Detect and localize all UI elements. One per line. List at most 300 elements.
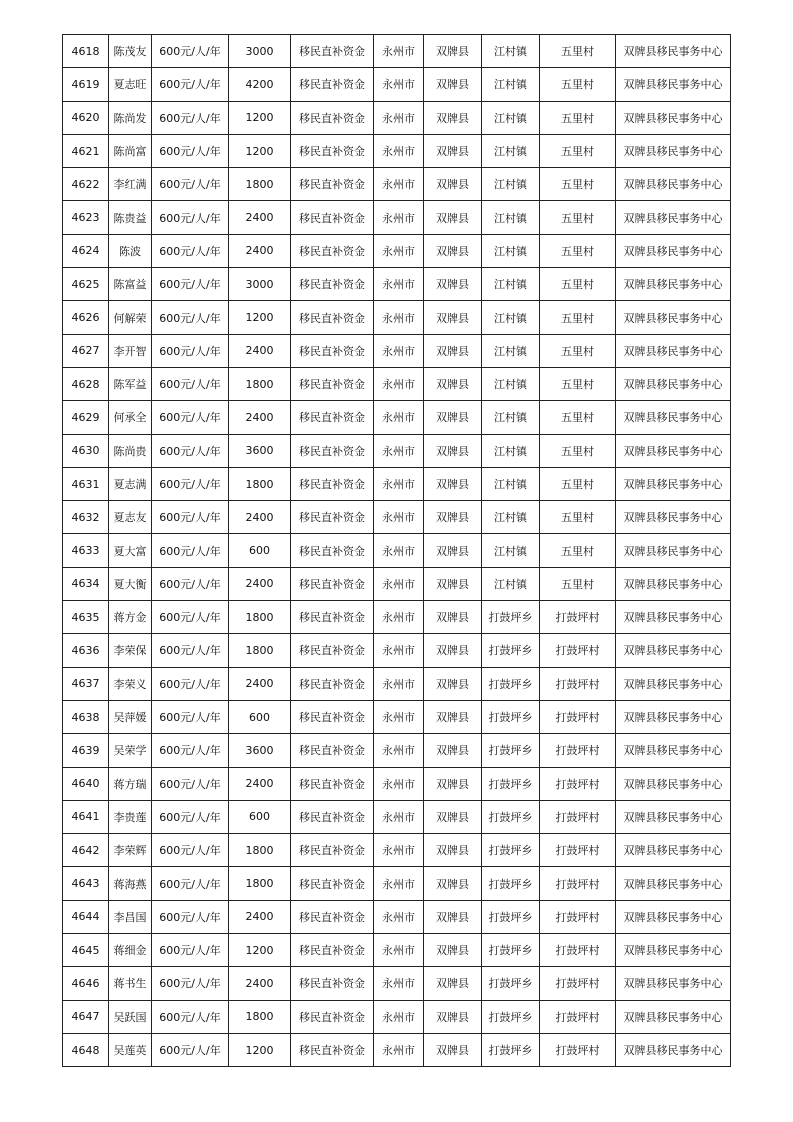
table-row bbox=[63, 268, 731, 301]
subsidy-standard-cell: 600元/人/年 bbox=[152, 501, 229, 534]
amount-cell: 1800 bbox=[229, 168, 291, 201]
town-cell: 江村镇 bbox=[482, 567, 540, 600]
record-id-cell: 4638 bbox=[63, 700, 109, 733]
record-id-cell: 4624 bbox=[63, 234, 109, 267]
table-row bbox=[63, 434, 731, 467]
village-cell: 打鼓坪村 bbox=[540, 700, 616, 733]
person-name-cell: 陈贵益 bbox=[109, 201, 152, 234]
subsidy-standard-cell: 600元/人/年 bbox=[152, 401, 229, 434]
record-id-cell: 4647 bbox=[63, 1000, 109, 1033]
county-cell: 双牌县 bbox=[424, 800, 482, 833]
village-cell: 打鼓坪村 bbox=[540, 967, 616, 1000]
city-cell: 永州市 bbox=[374, 667, 424, 700]
village-cell: 五里村 bbox=[540, 301, 616, 334]
amount-cell: 2400 bbox=[229, 234, 291, 267]
amount-cell: 1800 bbox=[229, 601, 291, 634]
fund-type-cell: 移民直补资金 bbox=[291, 101, 374, 134]
town-cell: 打鼓坪乡 bbox=[482, 634, 540, 667]
table-row bbox=[63, 68, 731, 101]
record-id-cell: 4643 bbox=[63, 867, 109, 900]
fund-type-cell: 移民直补资金 bbox=[291, 268, 374, 301]
city-cell: 永州市 bbox=[374, 934, 424, 967]
amount-cell: 3600 bbox=[229, 734, 291, 767]
record-id-cell: 4621 bbox=[63, 134, 109, 167]
village-cell: 五里村 bbox=[540, 501, 616, 534]
person-name-cell: 陈尚贵 bbox=[109, 434, 152, 467]
town-cell: 江村镇 bbox=[482, 301, 540, 334]
agency-cell: 双牌县移民事务中心 bbox=[616, 834, 731, 867]
subsidy-standard-cell: 600元/人/年 bbox=[152, 334, 229, 367]
amount-cell: 4200 bbox=[229, 68, 291, 101]
person-name-cell: 蒋书生 bbox=[109, 967, 152, 1000]
table-row bbox=[63, 767, 731, 800]
village-cell: 打鼓坪村 bbox=[540, 767, 616, 800]
town-cell: 江村镇 bbox=[482, 334, 540, 367]
table-row bbox=[63, 401, 731, 434]
subsidy-standard-cell: 600元/人/年 bbox=[152, 567, 229, 600]
agency-cell: 双牌县移民事务中心 bbox=[616, 301, 731, 334]
county-cell: 双牌县 bbox=[424, 434, 482, 467]
record-id-cell: 4645 bbox=[63, 934, 109, 967]
village-cell: 五里村 bbox=[540, 35, 616, 68]
amount-cell: 1800 bbox=[229, 367, 291, 400]
county-cell: 双牌县 bbox=[424, 1033, 482, 1066]
city-cell: 永州市 bbox=[374, 1000, 424, 1033]
agency-cell: 双牌县移民事务中心 bbox=[616, 35, 731, 68]
fund-type-cell: 移民直补资金 bbox=[291, 601, 374, 634]
village-cell: 五里村 bbox=[540, 534, 616, 567]
village-cell: 打鼓坪村 bbox=[540, 1000, 616, 1033]
village-cell: 打鼓坪村 bbox=[540, 800, 616, 833]
person-name-cell: 李昌国 bbox=[109, 900, 152, 933]
city-cell: 永州市 bbox=[374, 334, 424, 367]
amount-cell: 1800 bbox=[229, 1000, 291, 1033]
town-cell: 江村镇 bbox=[482, 234, 540, 267]
person-name-cell: 夏大衡 bbox=[109, 567, 152, 600]
city-cell: 永州市 bbox=[374, 467, 424, 500]
city-cell: 永州市 bbox=[374, 867, 424, 900]
fund-type-cell: 移民直补资金 bbox=[291, 667, 374, 700]
subsidy-table bbox=[62, 34, 731, 1067]
person-name-cell: 吴萍媛 bbox=[109, 700, 152, 733]
city-cell: 永州市 bbox=[374, 168, 424, 201]
agency-cell: 双牌县移民事务中心 bbox=[616, 534, 731, 567]
record-id-cell: 4631 bbox=[63, 467, 109, 500]
person-name-cell: 陈军益 bbox=[109, 367, 152, 400]
county-cell: 双牌县 bbox=[424, 234, 482, 267]
county-cell: 双牌县 bbox=[424, 268, 482, 301]
county-cell: 双牌县 bbox=[424, 934, 482, 967]
town-cell: 打鼓坪乡 bbox=[482, 601, 540, 634]
agency-cell: 双牌县移民事务中心 bbox=[616, 401, 731, 434]
agency-cell: 双牌县移民事务中心 bbox=[616, 900, 731, 933]
person-name-cell: 夏志满 bbox=[109, 467, 152, 500]
record-id-cell: 4622 bbox=[63, 168, 109, 201]
subsidy-standard-cell: 600元/人/年 bbox=[152, 234, 229, 267]
fund-type-cell: 移民直补资金 bbox=[291, 234, 374, 267]
city-cell: 永州市 bbox=[374, 534, 424, 567]
person-name-cell: 陈尚发 bbox=[109, 101, 152, 134]
amount-cell: 2400 bbox=[229, 201, 291, 234]
city-cell: 永州市 bbox=[374, 68, 424, 101]
person-name-cell: 陈波 bbox=[109, 234, 152, 267]
table-row bbox=[63, 867, 731, 900]
fund-type-cell: 移民直补资金 bbox=[291, 134, 374, 167]
subsidy-standard-cell: 600元/人/年 bbox=[152, 934, 229, 967]
record-id-cell: 4646 bbox=[63, 967, 109, 1000]
amount-cell: 1800 bbox=[229, 634, 291, 667]
person-name-cell: 蒋海燕 bbox=[109, 867, 152, 900]
subsidy-standard-cell: 600元/人/年 bbox=[152, 168, 229, 201]
person-name-cell: 夏志友 bbox=[109, 501, 152, 534]
village-cell: 五里村 bbox=[540, 101, 616, 134]
town-cell: 打鼓坪乡 bbox=[482, 867, 540, 900]
table-row bbox=[63, 734, 731, 767]
village-cell: 打鼓坪村 bbox=[540, 667, 616, 700]
fund-type-cell: 移民直补资金 bbox=[291, 501, 374, 534]
person-name-cell: 李荣辉 bbox=[109, 834, 152, 867]
agency-cell: 双牌县移民事务中心 bbox=[616, 334, 731, 367]
agency-cell: 双牌县移民事务中心 bbox=[616, 567, 731, 600]
county-cell: 双牌县 bbox=[424, 767, 482, 800]
table-body bbox=[63, 35, 731, 1067]
record-id-cell: 4636 bbox=[63, 634, 109, 667]
record-id-cell: 4632 bbox=[63, 501, 109, 534]
record-id-cell: 4619 bbox=[63, 68, 109, 101]
town-cell: 江村镇 bbox=[482, 201, 540, 234]
town-cell: 打鼓坪乡 bbox=[482, 767, 540, 800]
person-name-cell: 李荣义 bbox=[109, 667, 152, 700]
county-cell: 双牌县 bbox=[424, 667, 482, 700]
amount-cell: 1200 bbox=[229, 1033, 291, 1066]
subsidy-standard-cell: 600元/人/年 bbox=[152, 700, 229, 733]
village-cell: 五里村 bbox=[540, 367, 616, 400]
county-cell: 双牌县 bbox=[424, 367, 482, 400]
subsidy-standard-cell: 600元/人/年 bbox=[152, 434, 229, 467]
table-row bbox=[63, 334, 731, 367]
amount-cell: 2400 bbox=[229, 401, 291, 434]
county-cell: 双牌县 bbox=[424, 601, 482, 634]
county-cell: 双牌县 bbox=[424, 134, 482, 167]
city-cell: 永州市 bbox=[374, 134, 424, 167]
amount-cell: 2400 bbox=[229, 900, 291, 933]
table-row bbox=[63, 634, 731, 667]
record-id-cell: 4623 bbox=[63, 201, 109, 234]
fund-type-cell: 移民直补资金 bbox=[291, 900, 374, 933]
amount-cell: 2400 bbox=[229, 967, 291, 1000]
fund-type-cell: 移民直补资金 bbox=[291, 534, 374, 567]
agency-cell: 双牌县移民事务中心 bbox=[616, 268, 731, 301]
table-row bbox=[63, 567, 731, 600]
agency-cell: 双牌县移民事务中心 bbox=[616, 734, 731, 767]
agency-cell: 双牌县移民事务中心 bbox=[616, 101, 731, 134]
record-id-cell: 4625 bbox=[63, 268, 109, 301]
subsidy-standard-cell: 600元/人/年 bbox=[152, 767, 229, 800]
county-cell: 双牌县 bbox=[424, 401, 482, 434]
table-row bbox=[63, 967, 731, 1000]
person-name-cell: 吴跃国 bbox=[109, 1000, 152, 1033]
agency-cell: 双牌县移民事务中心 bbox=[616, 1000, 731, 1033]
village-cell: 打鼓坪村 bbox=[540, 601, 616, 634]
subsidy-standard-cell: 600元/人/年 bbox=[152, 534, 229, 567]
agency-cell: 双牌县移民事务中心 bbox=[616, 934, 731, 967]
table-row bbox=[63, 601, 731, 634]
record-id-cell: 4633 bbox=[63, 534, 109, 567]
table-row bbox=[63, 934, 731, 967]
village-cell: 五里村 bbox=[540, 434, 616, 467]
county-cell: 双牌县 bbox=[424, 467, 482, 500]
agency-cell: 双牌县移民事务中心 bbox=[616, 634, 731, 667]
fund-type-cell: 移民直补资金 bbox=[291, 168, 374, 201]
amount-cell: 1200 bbox=[229, 934, 291, 967]
city-cell: 永州市 bbox=[374, 201, 424, 234]
county-cell: 双牌县 bbox=[424, 334, 482, 367]
village-cell: 五里村 bbox=[540, 201, 616, 234]
city-cell: 永州市 bbox=[374, 601, 424, 634]
fund-type-cell: 移民直补资金 bbox=[291, 767, 374, 800]
city-cell: 永州市 bbox=[374, 301, 424, 334]
fund-type-cell: 移民直补资金 bbox=[291, 567, 374, 600]
amount-cell: 3600 bbox=[229, 434, 291, 467]
fund-type-cell: 移民直补资金 bbox=[291, 934, 374, 967]
agency-cell: 双牌县移民事务中心 bbox=[616, 667, 731, 700]
person-name-cell: 李红满 bbox=[109, 168, 152, 201]
town-cell: 打鼓坪乡 bbox=[482, 900, 540, 933]
town-cell: 江村镇 bbox=[482, 367, 540, 400]
agency-cell: 双牌县移民事务中心 bbox=[616, 467, 731, 500]
amount-cell: 600 bbox=[229, 800, 291, 833]
amount-cell: 1800 bbox=[229, 834, 291, 867]
city-cell: 永州市 bbox=[374, 35, 424, 68]
record-id-cell: 4634 bbox=[63, 567, 109, 600]
county-cell: 双牌县 bbox=[424, 900, 482, 933]
amount-cell: 3000 bbox=[229, 35, 291, 68]
county-cell: 双牌县 bbox=[424, 634, 482, 667]
village-cell: 五里村 bbox=[540, 334, 616, 367]
city-cell: 永州市 bbox=[374, 634, 424, 667]
city-cell: 永州市 bbox=[374, 268, 424, 301]
village-cell: 打鼓坪村 bbox=[540, 1033, 616, 1066]
city-cell: 永州市 bbox=[374, 234, 424, 267]
city-cell: 永州市 bbox=[374, 700, 424, 733]
county-cell: 双牌县 bbox=[424, 68, 482, 101]
subsidy-standard-cell: 600元/人/年 bbox=[152, 900, 229, 933]
record-id-cell: 4644 bbox=[63, 900, 109, 933]
city-cell: 永州市 bbox=[374, 367, 424, 400]
table-row bbox=[63, 467, 731, 500]
agency-cell: 双牌县移民事务中心 bbox=[616, 867, 731, 900]
agency-cell: 双牌县移民事务中心 bbox=[616, 800, 731, 833]
county-cell: 双牌县 bbox=[424, 700, 482, 733]
table-row bbox=[63, 234, 731, 267]
person-name-cell: 李贵莲 bbox=[109, 800, 152, 833]
city-cell: 永州市 bbox=[374, 800, 424, 833]
table-row bbox=[63, 134, 731, 167]
village-cell: 五里村 bbox=[540, 401, 616, 434]
fund-type-cell: 移民直补资金 bbox=[291, 68, 374, 101]
record-id-cell: 4626 bbox=[63, 301, 109, 334]
subsidy-standard-cell: 600元/人/年 bbox=[152, 467, 229, 500]
record-id-cell: 4627 bbox=[63, 334, 109, 367]
village-cell: 五里村 bbox=[540, 268, 616, 301]
subsidy-standard-cell: 600元/人/年 bbox=[152, 834, 229, 867]
subsidy-standard-cell: 600元/人/年 bbox=[152, 800, 229, 833]
county-cell: 双牌县 bbox=[424, 101, 482, 134]
person-name-cell: 吴荣学 bbox=[109, 734, 152, 767]
record-id-cell: 4639 bbox=[63, 734, 109, 767]
record-id-cell: 4642 bbox=[63, 834, 109, 867]
record-id-cell: 4628 bbox=[63, 367, 109, 400]
city-cell: 永州市 bbox=[374, 734, 424, 767]
agency-cell: 双牌县移民事务中心 bbox=[616, 967, 731, 1000]
agency-cell: 双牌县移民事务中心 bbox=[616, 601, 731, 634]
table-row bbox=[63, 700, 731, 733]
town-cell: 江村镇 bbox=[482, 534, 540, 567]
table-row bbox=[63, 1000, 731, 1033]
subsidy-standard-cell: 600元/人/年 bbox=[152, 1000, 229, 1033]
town-cell: 江村镇 bbox=[482, 101, 540, 134]
town-cell: 江村镇 bbox=[482, 268, 540, 301]
amount-cell: 2400 bbox=[229, 767, 291, 800]
fund-type-cell: 移民直补资金 bbox=[291, 800, 374, 833]
table-row bbox=[63, 534, 731, 567]
town-cell: 江村镇 bbox=[482, 68, 540, 101]
record-id-cell: 4618 bbox=[63, 35, 109, 68]
person-name-cell: 蒋细金 bbox=[109, 934, 152, 967]
city-cell: 永州市 bbox=[374, 567, 424, 600]
record-id-cell: 4640 bbox=[63, 767, 109, 800]
person-name-cell: 李荣保 bbox=[109, 634, 152, 667]
amount-cell: 2400 bbox=[229, 334, 291, 367]
agency-cell: 双牌县移民事务中心 bbox=[616, 201, 731, 234]
record-id-cell: 4637 bbox=[63, 667, 109, 700]
town-cell: 打鼓坪乡 bbox=[482, 734, 540, 767]
town-cell: 打鼓坪乡 bbox=[482, 1000, 540, 1033]
fund-type-cell: 移民直补资金 bbox=[291, 1033, 374, 1066]
county-cell: 双牌县 bbox=[424, 301, 482, 334]
town-cell: 江村镇 bbox=[482, 134, 540, 167]
town-cell: 打鼓坪乡 bbox=[482, 700, 540, 733]
village-cell: 五里村 bbox=[540, 68, 616, 101]
amount-cell: 600 bbox=[229, 700, 291, 733]
amount-cell: 1800 bbox=[229, 467, 291, 500]
table-row bbox=[63, 800, 731, 833]
village-cell: 打鼓坪村 bbox=[540, 634, 616, 667]
agency-cell: 双牌县移民事务中心 bbox=[616, 700, 731, 733]
amount-cell: 3000 bbox=[229, 268, 291, 301]
village-cell: 打鼓坪村 bbox=[540, 900, 616, 933]
fund-type-cell: 移民直补资金 bbox=[291, 367, 374, 400]
amount-cell: 1200 bbox=[229, 134, 291, 167]
county-cell: 双牌县 bbox=[424, 834, 482, 867]
subsidy-standard-cell: 600元/人/年 bbox=[152, 734, 229, 767]
town-cell: 打鼓坪乡 bbox=[482, 967, 540, 1000]
county-cell: 双牌县 bbox=[424, 168, 482, 201]
fund-type-cell: 移民直补资金 bbox=[291, 734, 374, 767]
village-cell: 五里村 bbox=[540, 234, 616, 267]
agency-cell: 双牌县移民事务中心 bbox=[616, 434, 731, 467]
village-cell: 打鼓坪村 bbox=[540, 734, 616, 767]
town-cell: 江村镇 bbox=[482, 467, 540, 500]
town-cell: 打鼓坪乡 bbox=[482, 667, 540, 700]
record-id-cell: 4620 bbox=[63, 101, 109, 134]
table-row bbox=[63, 201, 731, 234]
agency-cell: 双牌县移民事务中心 bbox=[616, 68, 731, 101]
city-cell: 永州市 bbox=[374, 434, 424, 467]
county-cell: 双牌县 bbox=[424, 501, 482, 534]
fund-type-cell: 移民直补资金 bbox=[291, 35, 374, 68]
county-cell: 双牌县 bbox=[424, 967, 482, 1000]
person-name-cell: 蒋方瑞 bbox=[109, 767, 152, 800]
amount-cell: 1200 bbox=[229, 101, 291, 134]
amount-cell: 1200 bbox=[229, 301, 291, 334]
village-cell: 五里村 bbox=[540, 134, 616, 167]
city-cell: 永州市 bbox=[374, 101, 424, 134]
city-cell: 永州市 bbox=[374, 900, 424, 933]
fund-type-cell: 移民直补资金 bbox=[291, 334, 374, 367]
fund-type-cell: 移民直补资金 bbox=[291, 967, 374, 1000]
agency-cell: 双牌县移民事务中心 bbox=[616, 1033, 731, 1066]
amount-cell: 1800 bbox=[229, 867, 291, 900]
county-cell: 双牌县 bbox=[424, 867, 482, 900]
fund-type-cell: 移民直补资金 bbox=[291, 1000, 374, 1033]
person-name-cell: 陈尚富 bbox=[109, 134, 152, 167]
record-id-cell: 4629 bbox=[63, 401, 109, 434]
town-cell: 江村镇 bbox=[482, 35, 540, 68]
subsidy-standard-cell: 600元/人/年 bbox=[152, 134, 229, 167]
table-row bbox=[63, 501, 731, 534]
person-name-cell: 夏志旺 bbox=[109, 68, 152, 101]
table-row bbox=[63, 1033, 731, 1066]
town-cell: 打鼓坪乡 bbox=[482, 1033, 540, 1066]
table-row bbox=[63, 367, 731, 400]
town-cell: 江村镇 bbox=[482, 434, 540, 467]
fund-type-cell: 移民直补资金 bbox=[291, 301, 374, 334]
subsidy-standard-cell: 600元/人/年 bbox=[152, 634, 229, 667]
fund-type-cell: 移民直补资金 bbox=[291, 401, 374, 434]
town-cell: 打鼓坪乡 bbox=[482, 934, 540, 967]
record-id-cell: 4648 bbox=[63, 1033, 109, 1066]
county-cell: 双牌县 bbox=[424, 35, 482, 68]
table-row bbox=[63, 834, 731, 867]
subsidy-standard-cell: 600元/人/年 bbox=[152, 667, 229, 700]
record-id-cell: 4630 bbox=[63, 434, 109, 467]
village-cell: 五里村 bbox=[540, 567, 616, 600]
record-id-cell: 4635 bbox=[63, 601, 109, 634]
town-cell: 打鼓坪乡 bbox=[482, 800, 540, 833]
city-cell: 永州市 bbox=[374, 401, 424, 434]
person-name-cell: 吴莲英 bbox=[109, 1033, 152, 1066]
subsidy-standard-cell: 600元/人/年 bbox=[152, 367, 229, 400]
agency-cell: 双牌县移民事务中心 bbox=[616, 501, 731, 534]
city-cell: 永州市 bbox=[374, 501, 424, 534]
agency-cell: 双牌县移民事务中心 bbox=[616, 367, 731, 400]
town-cell: 江村镇 bbox=[482, 168, 540, 201]
city-cell: 永州市 bbox=[374, 1033, 424, 1066]
person-name-cell: 李开智 bbox=[109, 334, 152, 367]
table-row bbox=[63, 168, 731, 201]
fund-type-cell: 移民直补资金 bbox=[291, 867, 374, 900]
village-cell: 打鼓坪村 bbox=[540, 934, 616, 967]
fund-type-cell: 移民直补资金 bbox=[291, 834, 374, 867]
table-row bbox=[63, 35, 731, 68]
agency-cell: 双牌县移民事务中心 bbox=[616, 234, 731, 267]
person-name-cell: 何承全 bbox=[109, 401, 152, 434]
person-name-cell: 夏大富 bbox=[109, 534, 152, 567]
village-cell: 五里村 bbox=[540, 467, 616, 500]
fund-type-cell: 移民直补资金 bbox=[291, 434, 374, 467]
person-name-cell: 陈茂友 bbox=[109, 35, 152, 68]
